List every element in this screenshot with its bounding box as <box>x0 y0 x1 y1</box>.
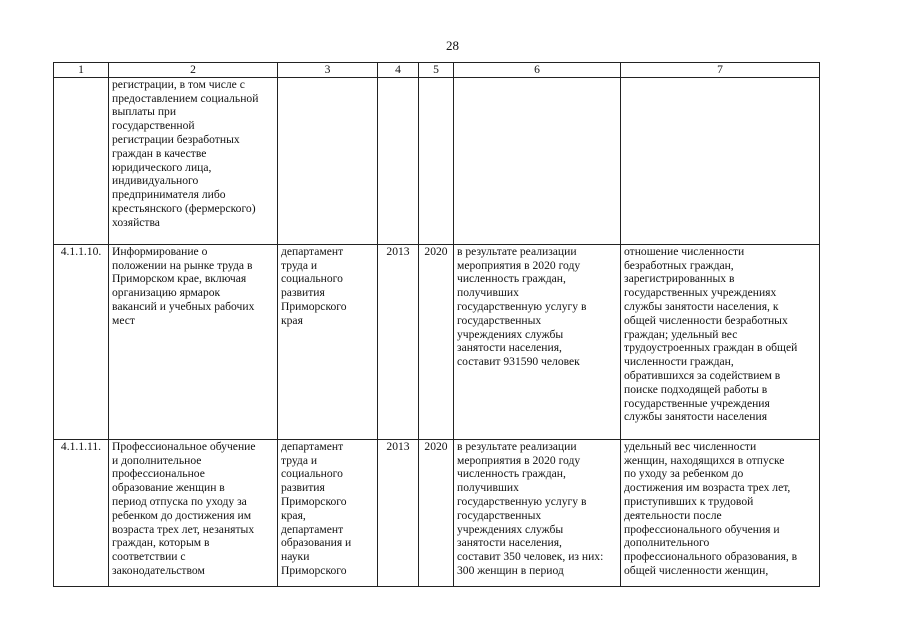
cell-text-line: государственные учреждения <box>624 396 770 410</box>
cell-text-line: мест <box>112 313 135 327</box>
executor-cell <box>278 244 378 439</box>
cell-text-line: науки <box>281 550 310 564</box>
start-year-cell <box>378 77 419 244</box>
header-cell-6: 6 <box>454 63 621 78</box>
cell-text-line: юридического лица, <box>112 160 212 174</box>
cell-text-line: государственную услугу в <box>457 299 587 313</box>
cell-text-line: социального <box>281 467 343 481</box>
cell-text-line: государственную услугу в <box>457 494 587 508</box>
cell-text-line: службы занятости населения <box>624 410 768 424</box>
cell-text-line: регистрации, в том числе с <box>112 77 245 91</box>
cell-text-line: края <box>281 313 303 327</box>
end-year-cell: 2020 <box>419 439 454 586</box>
cell-text-line: в результате реализации <box>457 244 577 258</box>
cell-text-line: приступивших к трудовой <box>624 494 754 508</box>
cell-text-line: и дополнительное <box>112 453 202 467</box>
expected-result-cell <box>454 439 621 586</box>
cell-text-line: мероприятия в 2020 году <box>457 453 581 467</box>
cell-text-line: края, <box>281 508 306 522</box>
cell-text-line: деятельности после <box>624 508 722 522</box>
start-year-cell: 2013 <box>378 439 419 586</box>
table-row <box>54 77 820 244</box>
cell-text-line: профессиональное <box>112 467 205 481</box>
cell-text-line: период отпуска по уходу за <box>112 494 247 508</box>
indicator-cell <box>621 439 820 586</box>
cell-text-line: Информирование о <box>112 244 208 258</box>
cell-text-line: развития <box>281 286 325 300</box>
cell-text-line: граждан, которым в <box>112 536 210 550</box>
start-year-cell: 2013 <box>378 244 419 439</box>
cell-text-line: граждан в качестве <box>112 146 207 160</box>
cell-text-line: по уходу за ребенком до <box>624 467 744 481</box>
executor-cell <box>278 77 378 244</box>
header-cell-1: 1 <box>54 63 109 78</box>
cell-text-line: выплаты при <box>112 105 177 119</box>
cell-text-line: труда и <box>281 453 318 467</box>
cell-text-line: в результате реализации <box>457 439 577 453</box>
end-year-cell: 2020 <box>419 244 454 439</box>
cell-text-line: социального <box>281 272 343 286</box>
cell-text-line: женщин, находящихся в отпуске <box>624 453 785 467</box>
cell-text-line: возраста трех лет, незанятых <box>112 522 255 536</box>
header-cell-2: 2 <box>109 63 278 78</box>
cell-text-line: образование женщин в <box>112 481 225 495</box>
cell-text-line: трудоустроенных граждан в общей <box>624 341 798 355</box>
header-cell-5: 5 <box>419 63 454 78</box>
cell-text-line: мероприятия в 2020 году <box>457 258 581 272</box>
cell-text-line: департамент <box>281 439 344 453</box>
cell-text-line: численности граждан, <box>624 355 734 369</box>
cell-text-line: образования и <box>281 536 352 550</box>
cell-text-line: обратившихся за содействием в <box>624 368 781 382</box>
cell-text-line: учреждениях службы <box>457 327 564 341</box>
cell-text-line: поиске подходящей работы в <box>624 382 768 396</box>
cell-text-line: профессионального образования, в <box>624 550 798 564</box>
page-number: 28 <box>446 38 459 53</box>
measure-name-cell <box>109 77 278 244</box>
cell-text-line: государственных <box>457 313 542 327</box>
cell-text-line: труда и <box>281 258 318 272</box>
cell-text-line: 300 женщин в период <box>457 563 564 577</box>
cell-text-line: Приморского <box>281 299 347 313</box>
cell-text-line: получивших <box>457 481 519 495</box>
expected-result-cell <box>454 77 621 244</box>
cell-text-line: Приморского <box>281 563 347 577</box>
cell-text-line: Профессиональное обучение <box>112 439 256 453</box>
cell-text-line: занятости населения, <box>457 536 562 550</box>
cell-text-line: профессионального обучения и <box>624 522 780 536</box>
measure-number-cell: 4.1.1.10. <box>54 244 109 439</box>
cell-text-line: численность граждан, <box>457 467 566 481</box>
measure-name-cell <box>109 439 278 586</box>
cell-text-line: общей численности безработных <box>624 313 788 327</box>
end-year-cell <box>419 77 454 244</box>
table-header-row <box>54 63 820 78</box>
cell-text-line: регистрации безработных <box>112 132 240 146</box>
header-cell-4: 4 <box>378 63 419 78</box>
cell-text-line: службы занятости населения, к <box>624 299 779 313</box>
measure-number-cell <box>54 77 109 244</box>
cell-text-line: дополнительного <box>624 536 710 550</box>
cell-text-line: положении на рынке труда в <box>112 258 253 272</box>
header-cell-7: 7 <box>621 63 820 78</box>
indicator-cell <box>621 244 820 439</box>
cell-text-line: государственных <box>457 508 542 522</box>
cell-text-line: вакансий и учебных рабочих <box>112 299 255 313</box>
cell-text-line: учреждениях службы <box>457 522 564 536</box>
table-row <box>54 244 820 439</box>
cell-text-line: занятости населения, <box>457 341 562 355</box>
cell-text-line: безработных граждан, <box>624 258 734 272</box>
measures-table <box>53 62 820 587</box>
table-row <box>54 439 820 586</box>
cell-text-line: граждан; удельный вес <box>624 327 738 341</box>
cell-text-line: достижения им возраста трех лет, <box>624 481 791 495</box>
cell-text-line: Приморского <box>281 494 347 508</box>
measure-name-cell <box>109 244 278 439</box>
cell-text-line: удельный вес численности <box>624 439 757 453</box>
cell-text-line: составит 350 человек, из них: <box>457 550 604 564</box>
cell-text-line: соответствии с <box>112 550 186 564</box>
header-cell-3: 3 <box>278 63 378 78</box>
measure-number-cell: 4.1.1.11. <box>54 439 109 586</box>
cell-text-line: зарегистрированных в <box>624 272 735 286</box>
cell-text-line: численность граждан, <box>457 272 566 286</box>
cell-text-line: государственной <box>112 119 195 133</box>
cell-text-line: Приморском крае, включая <box>112 272 247 286</box>
cell-text-line: крестьянского (фермерского) <box>112 201 256 215</box>
indicator-cell <box>621 77 820 244</box>
cell-text-line: общей численности женщин, <box>624 563 769 577</box>
expected-result-cell <box>454 244 621 439</box>
cell-text-line: департамент <box>281 244 344 258</box>
cell-text-line: предпринимателя либо <box>112 188 226 202</box>
cell-text-line: ребенком до достижения им <box>112 508 252 522</box>
cell-text-line: государственных учреждениях <box>624 286 777 300</box>
executor-cell <box>278 439 378 586</box>
cell-text-line: развития <box>281 481 325 495</box>
cell-text-line: хозяйства <box>112 215 160 229</box>
cell-text-line: получивших <box>457 286 519 300</box>
cell-text-line: предоставлением социальной <box>112 91 259 105</box>
cell-text-line: законодательством <box>112 563 205 577</box>
cell-text-line: отношение численности <box>624 244 745 258</box>
cell-text-line: организацию ярмарок <box>112 286 221 300</box>
cell-text-line: индивидуального <box>112 174 199 188</box>
cell-text-line: составит 931590 человек <box>457 355 580 369</box>
cell-text-line: департамент <box>281 522 344 536</box>
